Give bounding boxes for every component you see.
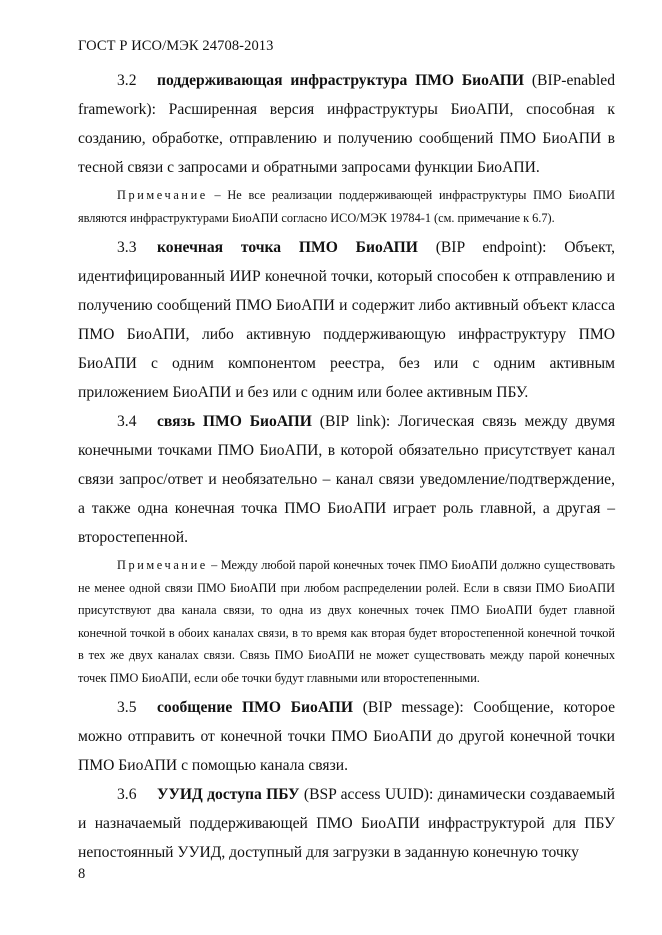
document-header: ГОСТ Р ИСО/МЭК 24708-2013 [78,38,274,54]
note-2 [78,554,615,689]
note-1 [78,184,615,229]
definition-3-4 [78,407,615,552]
section-number: 3.6 [117,786,137,803]
definition-3-6 [78,780,615,867]
term-title: УУИД доступа ПБУ [157,786,300,803]
section-number: 3.5 [117,699,137,716]
definition-text: (BIP message): Сообщение, которое можно отправить от конечной точки ПМО БиоАПИ до другой конечной точки ПМО БиоАПИ с помощью канала связи. [78,699,615,774]
section-number: 3.2 [117,72,137,89]
definition-text: (BIP endpoint): Объект, идентифицированный ИИР конечной точки, который способен к отправлению и получению сообщений ПМО БиоАПИ и содержит либо активный объект класса ПМО БиоАПИ, либо активную поддерживающую инфраструктуру ПМО БиоАПИ с одним компонентом реестра, без или с одним активным приложением БиоАПИ и без или с одним или более активным ПБУ. [78,239,615,401]
section-number: 3.4 [117,413,137,430]
definition-3-2 [78,66,615,182]
page-number: 8 [78,866,86,882]
term-title: сообщение ПМО БиоАПИ [157,699,353,716]
note-label: Примечание [117,188,208,202]
definition-3-5 [78,693,615,780]
definition-3-3 [78,233,615,407]
definition-text: (BSP access UUID): динамически создаваемый и назначаемый поддерживающей ПМО БиоАПИ инфраструктурой для ПБУ непостоянный УУИД, доступный для загрузки в заданную конечную точку [78,786,615,861]
note-text: – Между любой парой конечных точек ПМО БиоАПИ должно существовать не менее одной связи ПМО БиоАПИ при любом распределении ролей. Если в связи ПМО БиоАПИ присутствуют два канала связи, то одна из двух конечных точек ПМО БиоАПИ будет главной конечной точкой в обоих каналах связи, в то время как вторая будет второстепенной конечной точкой в тех же двух каналах связи. Связь ПМО БиоАПИ не может существовать между парой конечных точек ПМО БиоАПИ, если обе точки будут главными или второстепенными. [78,558,615,685]
document-body [78,66,615,867]
term-title: связь ПМО БиоАПИ [157,413,312,430]
definition-text: (BIP-enabled framework): Расширенная версия инфраструктуры БиоАПИ, способная к созданию, обработке, отправлению и получению сообщений ПМО БиоАПИ в тесной связи с запросами и обратными запросами функции БиоАПИ. [78,72,615,176]
definition-text: (BIP link): Логическая связь между двумя конечными точками ПМО БиоАПИ, в которой обязательно присутствует канал связи запрос/ответ и необязательно – канал связи уведомление/подтверждение, а также одна конечная точка ПМО БиоАПИ играет роль главной, а другая – второстепенной. [78,413,615,546]
note-label: Примечание [117,558,208,572]
term-title: поддерживающая инфраструктура ПМО БиоАПИ [157,72,525,89]
section-number: 3.3 [117,239,137,256]
note-text: – Не все реализации поддерживающей инфраструктуры ПМО БиоАПИ являются инфраструктурами БиоАПИ согласно ИСО/МЭК 19784-1 (см. примечание к 6.7). [78,188,615,225]
term-title: конечная точка ПМО БиоАПИ [157,239,418,256]
